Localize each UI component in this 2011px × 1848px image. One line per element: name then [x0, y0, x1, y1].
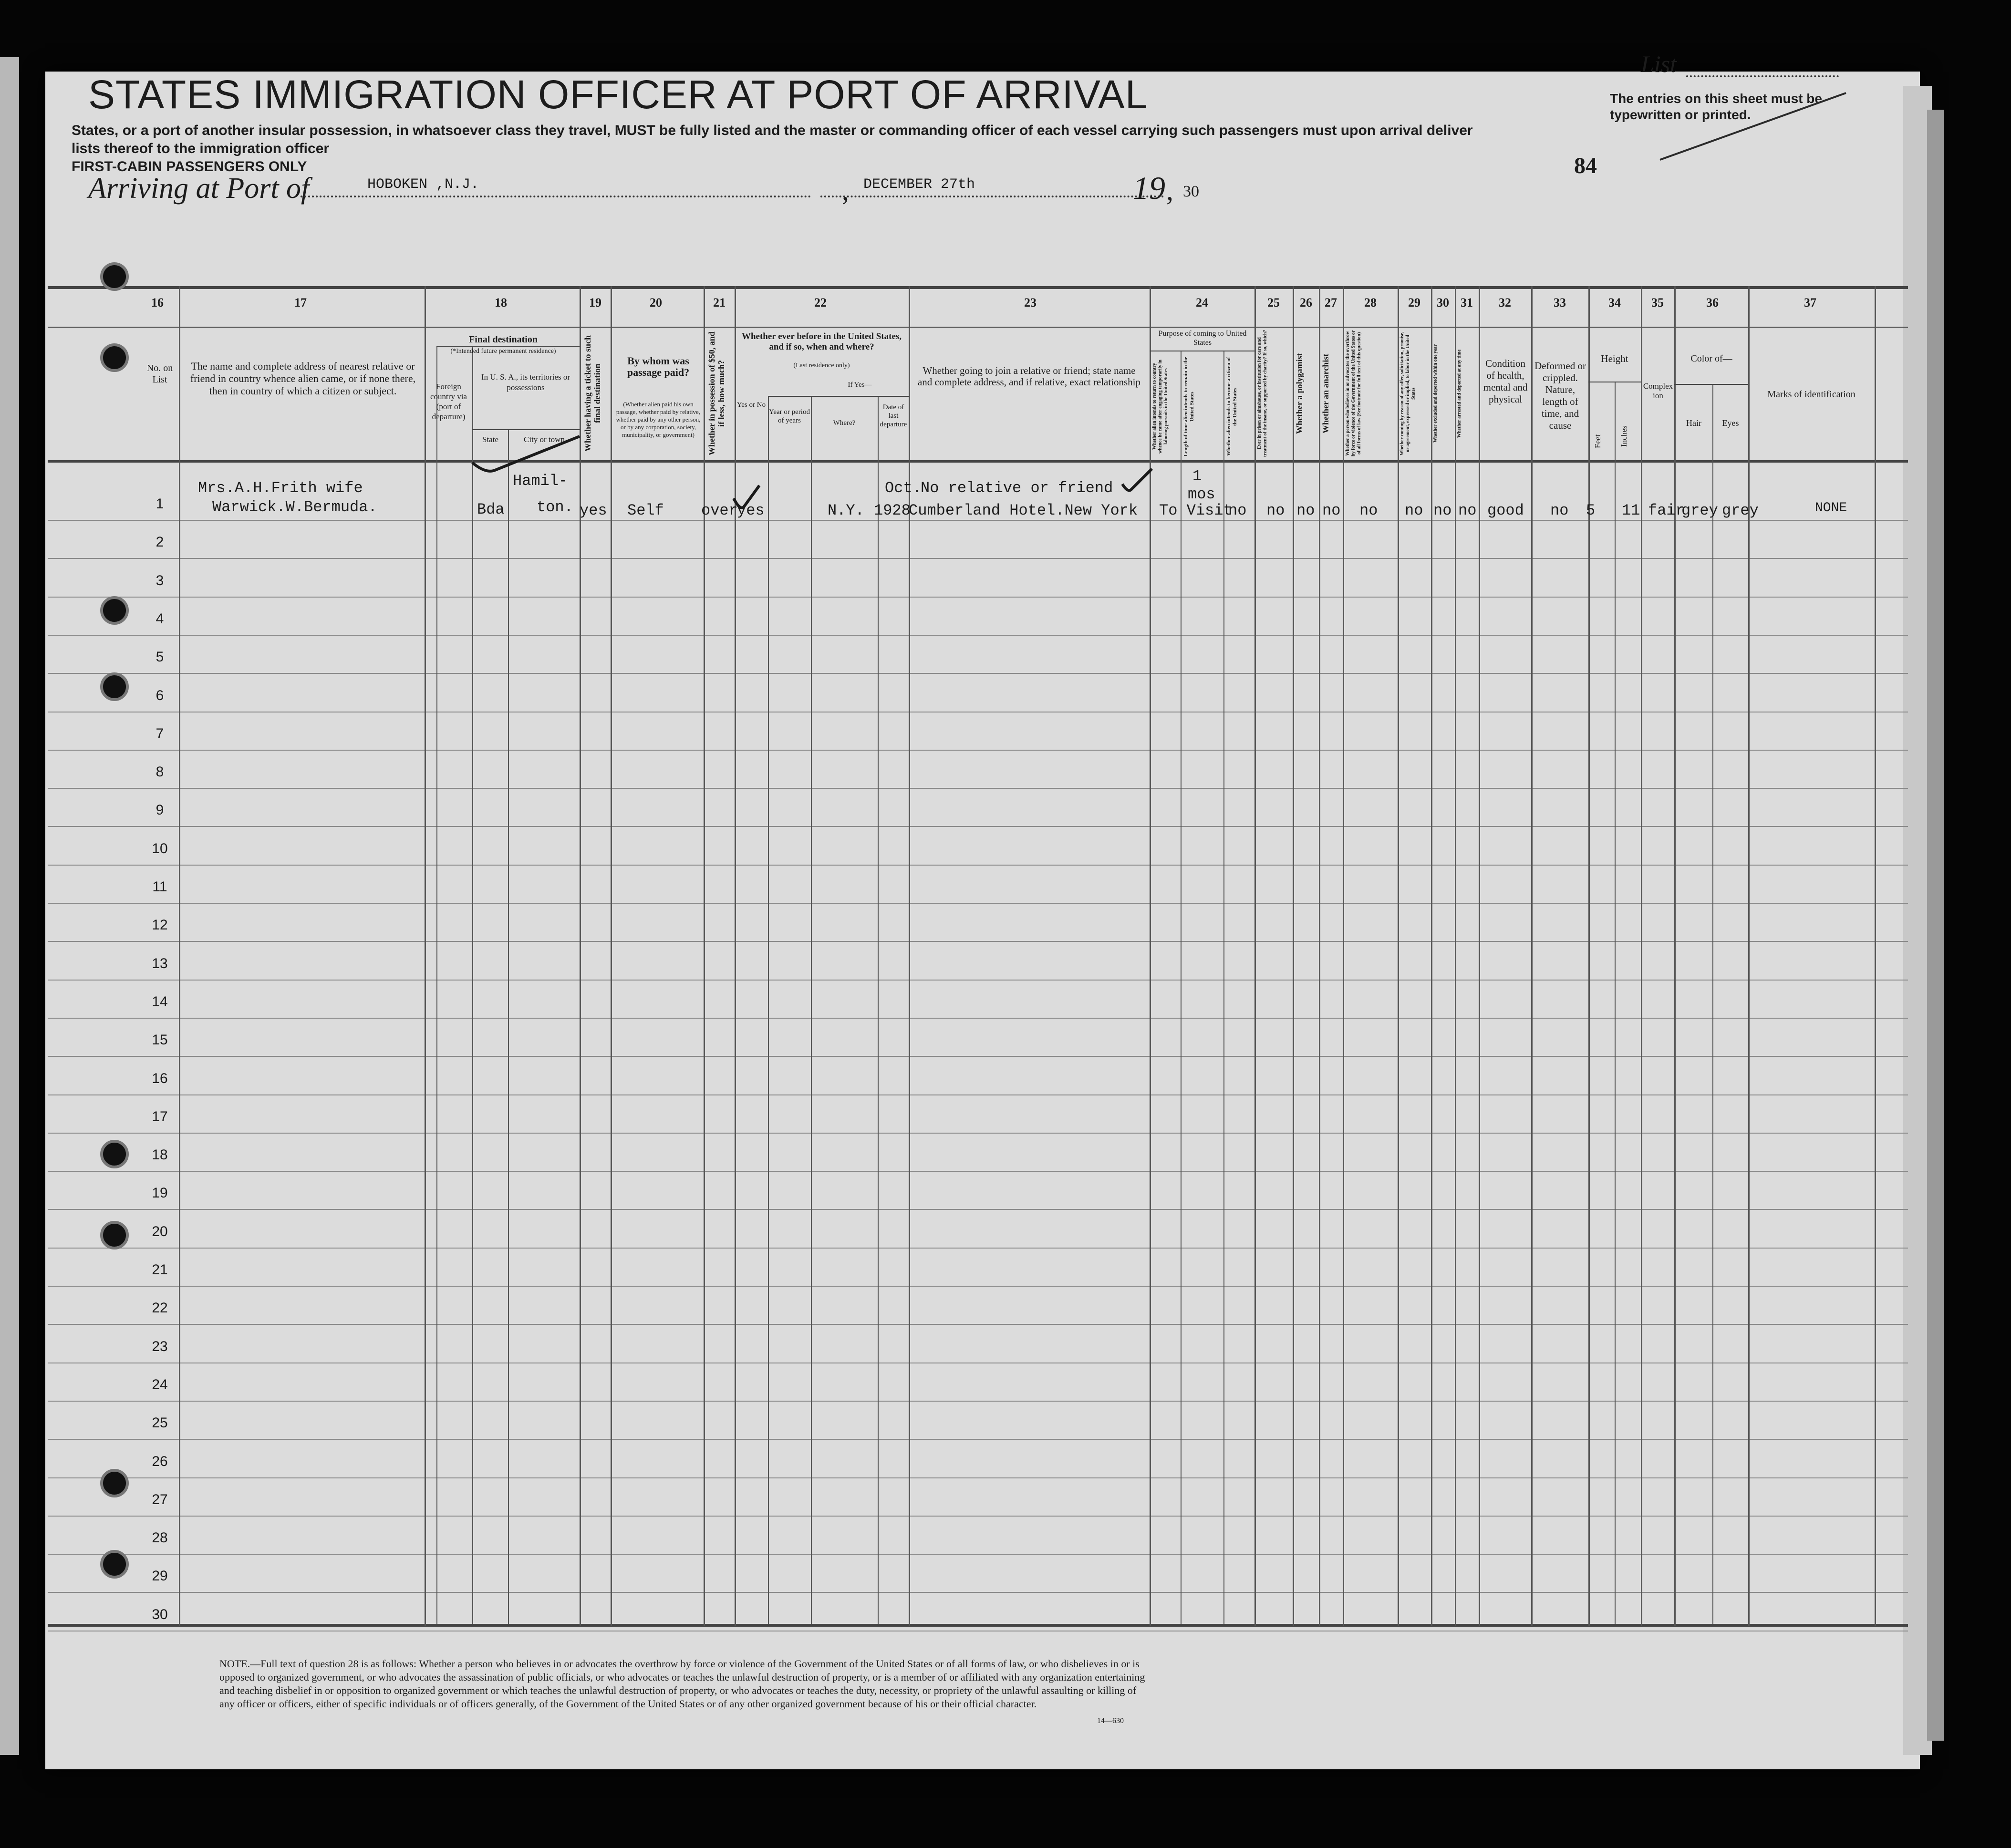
- row-line: [48, 597, 1908, 598]
- date-value: DECEMBER 27th: [863, 176, 975, 193]
- row-number: 21: [152, 1262, 168, 1278]
- entry-c27: no: [1322, 502, 1341, 519]
- row-line: [48, 1592, 1908, 1593]
- header-city: City or town: [524, 435, 565, 444]
- list-number-line: [1686, 75, 1839, 77]
- entry-marks: NONE: [1815, 501, 1847, 516]
- header-relative: The name and complete address of nearest relative or friend in country whence alien came, or if none there, then in country of which a citizen or subject.: [190, 360, 416, 397]
- row-line: [48, 865, 1908, 866]
- row-line: [48, 1439, 1908, 1440]
- column-divider: [611, 286, 612, 1626]
- row-line: [48, 1133, 1908, 1134]
- list-note: The entries on this sheet must be typewritten or printed.: [1610, 91, 1822, 122]
- column-divider: [811, 396, 812, 1624]
- entry-length-line1: 1: [1192, 467, 1202, 485]
- header-health: Condition of health, mental and physical: [1483, 358, 1528, 405]
- header-anarchist: Whether an anarchist: [1321, 353, 1330, 434]
- header-question-28: Whether a person who believes in or advocates the overthrow by force or violence of the Government of the United States or of all forms of law (See footnote for full text of this question): [1345, 330, 1362, 457]
- entry-ticket: yes: [580, 502, 607, 519]
- row-line: [48, 1248, 1908, 1249]
- column-divider: [1748, 286, 1750, 1626]
- column-divider: [1343, 286, 1344, 1626]
- column-divider: [704, 286, 705, 1626]
- entry-joining-line1: No relative or friend: [921, 479, 1113, 497]
- binder-hole: [100, 1221, 129, 1249]
- entry-inches: 11: [1622, 502, 1640, 519]
- year-value: 30: [1183, 183, 1199, 200]
- header-no-on-list: No. on List: [146, 363, 173, 385]
- row-number: 5: [155, 649, 164, 665]
- header-arrested-deported: Whether arrested and deported at any time: [1457, 349, 1462, 438]
- row-line: [48, 1324, 1908, 1325]
- column-number: 35: [1651, 296, 1664, 310]
- column-number: 16: [151, 296, 164, 310]
- row-number: 26: [152, 1453, 168, 1469]
- header-eyes: Eyes: [1722, 418, 1739, 428]
- column-number-divider: [48, 327, 1908, 328]
- header-intends-citizen: Whether alien intends to become a citizen of the United States: [1226, 357, 1238, 456]
- row-line: [48, 1554, 1908, 1555]
- subheader-divider: [768, 396, 909, 397]
- row-number: 2: [155, 534, 164, 550]
- row-number: 15: [152, 1032, 168, 1048]
- column-divider: [768, 396, 769, 1624]
- header-polygamist: Whether a polygamist: [1295, 353, 1304, 434]
- footnote: NOTE.—Full text of question 28 is as follows: Whether a person who believes in or advocates the overthrow by force or violence of the Government of the United States or of all forms of law, or who disbelieves in or is opposed to organized government, or who advocates the assassination of public officials, or who advocates or teaches the unlawful destruction of property, or is a member of or affiliated with any organization entertaining and teaching disbelief in or opposition to organized government or which teaches the unlawful destruction of property, or who advocates or teaches the duty, necessity, or propriety of the unlawful assaulting or killing of any officer or officers, either of specific individuals or of officers generally, of the Government of the United States or of any other organized government because of his or their official character.: [219, 1658, 1145, 1710]
- header-final-destination-note: (*Intended future permanent residence): [450, 348, 556, 355]
- column-divider: [472, 346, 473, 1624]
- column-divider: [1588, 286, 1590, 1626]
- comma-separator: ,: [842, 175, 849, 206]
- header-joining: Whether going to join a relative or friend; state name and complete address, and if relative, exact relationship: [917, 365, 1141, 388]
- column-divider: [1615, 382, 1616, 1624]
- row-number: 1: [155, 496, 164, 512]
- header-ever-before: Whether ever before in the United States, and if so, when and where?: [741, 331, 902, 352]
- entry-hair: grey: [1681, 502, 1718, 519]
- comma-separator: ,: [1166, 175, 1173, 206]
- column-number: 36: [1706, 296, 1719, 310]
- row-line: [48, 635, 1908, 636]
- row-number: 4: [155, 610, 164, 627]
- column-number: 29: [1408, 296, 1420, 310]
- header-bottom-border: [48, 460, 1908, 463]
- row-number: 6: [155, 687, 164, 703]
- row-number: 22: [152, 1300, 168, 1316]
- column-number: 18: [495, 296, 507, 310]
- entry-complexion: fair: [1648, 502, 1685, 519]
- binder-hole: [100, 672, 129, 701]
- row-number: 10: [152, 840, 168, 857]
- entry-city-line2: ton.: [537, 498, 573, 516]
- entry-c30: no: [1433, 502, 1452, 519]
- entry-joining-line2: Cumberland Hotel.New York: [909, 502, 1138, 519]
- check-mark: [1655, 88, 1856, 169]
- row-number: 13: [152, 955, 168, 971]
- entry-feet: 5: [1586, 502, 1596, 519]
- form-instructions: [72, 122, 1503, 176]
- column-divider: [1293, 286, 1294, 1626]
- column-divider: [1479, 286, 1480, 1626]
- row-line: [48, 673, 1908, 674]
- row-number: 20: [152, 1223, 168, 1239]
- entry-city-line1: Hamil-: [513, 472, 568, 490]
- entry-purpose: To Visit: [1159, 502, 1233, 519]
- row-number: 19: [152, 1185, 168, 1201]
- row-line: [48, 558, 1908, 559]
- header-excluded-deported: Whether excluded and deported within one year: [1433, 344, 1438, 443]
- header-height: Height: [1601, 353, 1628, 364]
- header-if-yes: If Yes—: [848, 381, 872, 389]
- row-number: 24: [152, 1376, 168, 1393]
- row-line: [48, 750, 1908, 751]
- row-line: [48, 1018, 1908, 1019]
- row-number: 25: [152, 1415, 168, 1431]
- column-number: 26: [1300, 296, 1312, 310]
- header-purpose: Purpose of coming to United States: [1158, 330, 1247, 347]
- binder-hole: [100, 1140, 129, 1168]
- table-top-border: [48, 286, 1908, 289]
- row-number: 7: [155, 725, 164, 742]
- column-number: 22: [814, 296, 827, 310]
- row-line: [48, 1094, 1908, 1095]
- row-number: 14: [152, 993, 168, 1010]
- header-yes-no: Yes or No: [736, 401, 766, 409]
- check-mark: [1119, 465, 1157, 498]
- row-line: [48, 1209, 1908, 1210]
- header-deformed: Deformed or crippled. Nature, length of time, and cause: [1534, 360, 1586, 431]
- column-divider: [1254, 286, 1256, 1626]
- row-number: 29: [152, 1568, 168, 1584]
- entry-length-line2: mos: [1188, 485, 1215, 503]
- entry-relative-name: Mrs.A.H.Frith wife: [198, 479, 363, 497]
- row-line: [48, 1401, 1908, 1402]
- column-number: 32: [1499, 296, 1511, 310]
- table-bottom-border: [48, 1624, 1908, 1627]
- column-number: 25: [1267, 296, 1280, 310]
- header-hair: Hair: [1686, 418, 1701, 428]
- header-intends-return: Whether alien intends to return to country whence he came after engaging temporarily in laboring pursuits in the United States: [1152, 360, 1169, 454]
- row-line: [48, 826, 1908, 827]
- column-divider: [878, 396, 879, 1624]
- column-divider: [580, 286, 581, 1626]
- row-number: 28: [152, 1530, 168, 1546]
- entry-eyes: grey: [1722, 502, 1759, 519]
- column-divider: [1674, 286, 1676, 1626]
- header-fifty-dollars: Whether in possession of $50, and if less, how much?: [707, 331, 726, 455]
- column-number: 27: [1325, 296, 1337, 310]
- row-number: 11: [152, 879, 167, 895]
- header-where: Where?: [833, 419, 856, 427]
- column-number: 23: [1024, 296, 1037, 310]
- header-inches: Inches: [1619, 425, 1628, 447]
- row-line: [48, 520, 1908, 521]
- port-value: HOBOKEN ,N.J.: [367, 176, 479, 193]
- row-line: [48, 1477, 1908, 1478]
- header-state: State: [482, 435, 498, 444]
- header-marks: Marks of identification: [1767, 389, 1856, 400]
- column-divider: [1531, 286, 1533, 1626]
- page-edge-shadow: [1927, 110, 1944, 1741]
- entry-c28: no: [1359, 502, 1378, 519]
- entry-fifty: over: [701, 502, 738, 519]
- entry-c25: no: [1266, 502, 1285, 519]
- arriving-label: Arriving at Port of: [88, 172, 310, 205]
- form-code: 14—630: [1097, 1717, 1124, 1725]
- row-number: 16: [152, 1070, 168, 1086]
- binder-hole: [100, 1469, 129, 1497]
- row-number: 12: [152, 917, 168, 933]
- column-number: 34: [1608, 296, 1621, 310]
- column-number: 17: [294, 296, 307, 310]
- column-divider: [425, 286, 426, 1626]
- header-ticket: Whether having a ticket to such final destination: [583, 335, 602, 452]
- row-number: 30: [152, 1606, 168, 1622]
- header-last-residence: (Last residence only): [793, 362, 850, 369]
- check-mark: [467, 420, 591, 482]
- entry-passage: Self: [627, 502, 664, 519]
- entry-state: Bda: [477, 501, 505, 518]
- passenger-class-line: FIRST-CABIN PASSENGERS ONLY: [72, 159, 307, 175]
- header-color-of: Color of—: [1690, 353, 1732, 364]
- column-number: 24: [1196, 296, 1208, 310]
- header-prison-almshouse: Ever in prison or almshouse, or institution for care and treatment of the insane, or supported by charity? If so, which?: [1257, 330, 1268, 457]
- manifest-page: [45, 72, 1920, 1769]
- row-line: [48, 1516, 1908, 1517]
- row-line: [48, 903, 1908, 904]
- entry-where: N.Y.: [828, 502, 864, 519]
- sheet-number: 84: [1574, 153, 1597, 178]
- row-line: [48, 1171, 1908, 1172]
- column-number: 37: [1804, 296, 1816, 310]
- entry-health: good: [1487, 502, 1524, 519]
- row-number: 9: [155, 802, 164, 818]
- column-divider: [1319, 286, 1320, 1626]
- list-label: List: [1641, 51, 1677, 77]
- check-mark: [730, 482, 768, 515]
- entry-relative-address: Warwick.W.Bermuda.: [212, 498, 377, 516]
- row-line: [48, 1056, 1908, 1057]
- row-line: [48, 788, 1908, 789]
- row-number: 23: [152, 1338, 168, 1354]
- row-number: 17: [152, 1108, 168, 1125]
- entry-c31: no: [1458, 502, 1477, 519]
- column-divider: [1181, 351, 1182, 1624]
- entry-date-line1: Oct.: [885, 479, 922, 497]
- year-prefix: 19: [1133, 170, 1165, 206]
- column-divider: [508, 429, 509, 1624]
- entry-c26: no: [1296, 502, 1315, 519]
- header-year-period: Year or period of years: [769, 408, 810, 424]
- port-line: [301, 196, 811, 197]
- row-line: [48, 941, 1908, 942]
- column-divider: [1712, 384, 1713, 1624]
- binder-hole: [100, 596, 129, 625]
- adjacent-page-edge: [0, 57, 19, 1755]
- column-number: 21: [713, 296, 726, 310]
- header-passage-paid-note: (Whether alien paid his own passage, whether paid by relative, whether paid by any other person, or by any corporation, society, municipality, or government): [616, 401, 701, 438]
- header-labor-offer: Whether coming by reason of any offer, solicitation, promise, or agreement, expressed or implied, to labor in the United States: [1399, 331, 1416, 455]
- header-final-destination: Final destination: [469, 334, 538, 345]
- column-divider: [1431, 286, 1432, 1626]
- column-number: 33: [1554, 296, 1566, 310]
- header-foreign-country: Foreign country via (port of departure): [430, 382, 467, 421]
- column-number: 31: [1461, 296, 1473, 310]
- entry-date-line2: 1928: [874, 502, 911, 519]
- column-divider: [1641, 286, 1642, 1626]
- column-divider: [1398, 286, 1399, 1626]
- entry-ever-before: yes: [737, 502, 765, 519]
- row-number: 8: [155, 764, 164, 780]
- binder-hole: [100, 262, 129, 291]
- column-number: 19: [589, 296, 601, 310]
- date-line: [820, 196, 1164, 197]
- subheader-divider: [1674, 384, 1748, 385]
- column-divider: [436, 346, 437, 1624]
- header-length-of-stay: Length of time alien intends to remain in the United States: [1183, 357, 1195, 456]
- row-number: 18: [152, 1147, 168, 1163]
- header-complexion: Complexion: [1643, 382, 1673, 400]
- entry-citizen: no: [1228, 502, 1247, 519]
- entry-deformed: no: [1550, 502, 1569, 519]
- header-date-departure: Date of last departure: [880, 403, 907, 428]
- row-number: 27: [152, 1491, 168, 1507]
- column-number: 30: [1437, 296, 1449, 310]
- header-passage-paid: By whom was passage paid?: [627, 355, 690, 378]
- row-line: [48, 980, 1908, 981]
- row-line: [48, 1286, 1908, 1287]
- header-in-usa: In U. S. A., its territories or possessions: [481, 372, 570, 392]
- column-divider: [1223, 351, 1224, 1624]
- row-number: 3: [155, 572, 164, 588]
- column-number: 20: [650, 296, 662, 310]
- binder-hole: [100, 1550, 129, 1579]
- column-divider: [179, 286, 180, 1626]
- column-divider: [1455, 286, 1456, 1626]
- header-feet: Feet: [1593, 434, 1602, 448]
- entry-c29: no: [1405, 502, 1423, 519]
- column-number: 28: [1364, 296, 1377, 310]
- column-divider: [1875, 286, 1876, 1626]
- form-title: STATES IMMIGRATION OFFICER AT PORT OF ARRIVAL: [88, 72, 1148, 117]
- instruction-line: States, or a port of another insular possession, in whatsoever class they travel, MUST be fully listed and the master or commanding officer of each vessel carrying such passengers must upon arrival deliver lists thereof to the immigration officer: [72, 123, 1473, 156]
- binder-hole: [100, 343, 129, 372]
